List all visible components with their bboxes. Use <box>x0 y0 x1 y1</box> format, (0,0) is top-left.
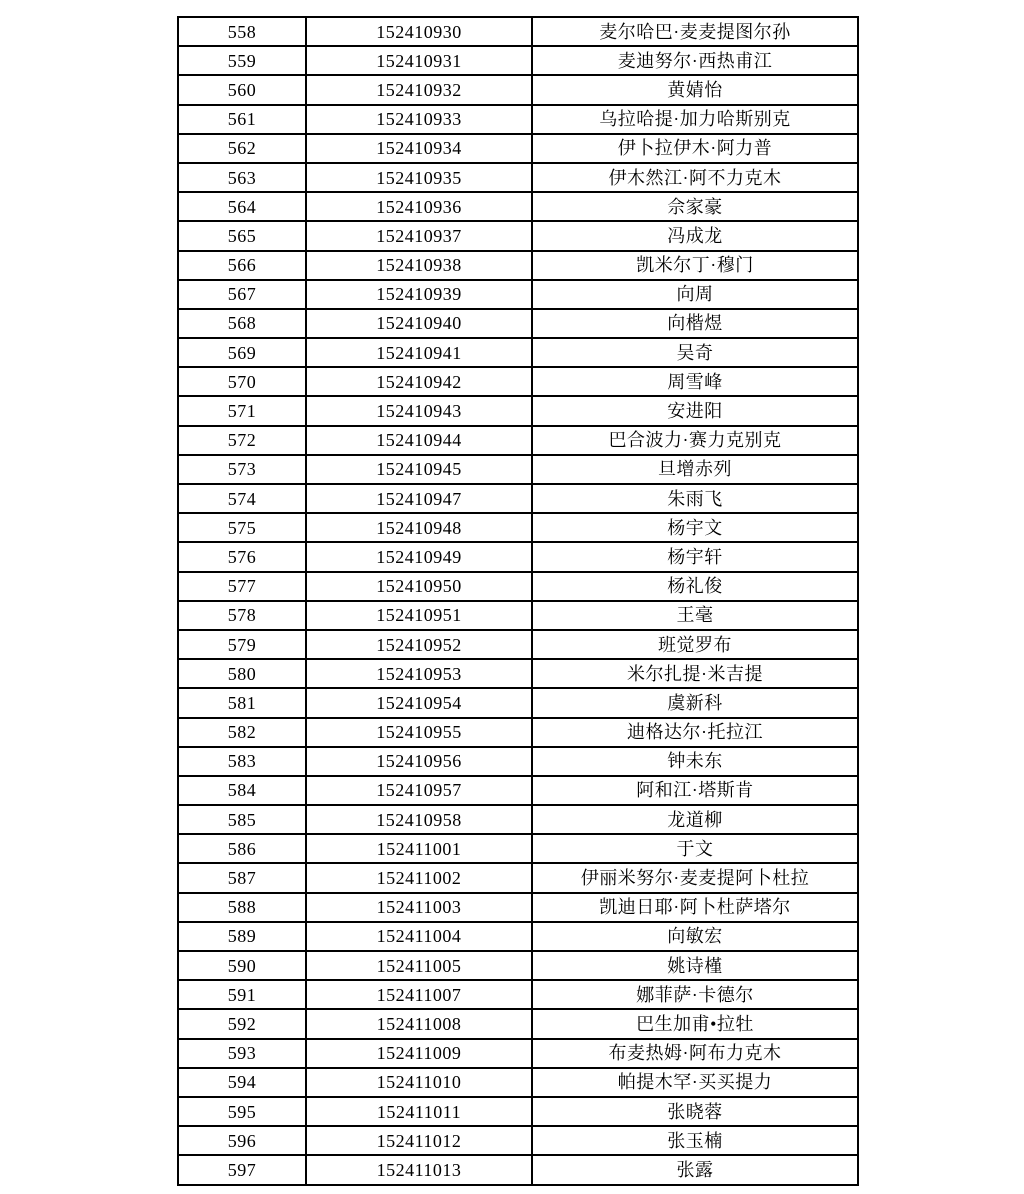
table-row <box>178 46 858 75</box>
cell-exam-number: 152411009 <box>306 1039 532 1068</box>
cell-exam-number: 152411010 <box>306 1068 532 1097</box>
cell-name: 伊丽米努尔·麦麦提阿卜杜拉 <box>532 863 858 892</box>
cell-index: 577 <box>178 572 306 601</box>
cell-index: 590 <box>178 951 306 980</box>
cell-name: 乌拉哈提·加力哈斯别克 <box>532 105 858 134</box>
cell-index: 578 <box>178 601 306 630</box>
table-row <box>178 863 858 892</box>
cell-name: 张晓蓉 <box>532 1097 858 1126</box>
table-row <box>178 1009 858 1038</box>
table-row <box>178 659 858 688</box>
cell-index: 564 <box>178 192 306 221</box>
cell-exam-number: 152411013 <box>306 1155 532 1185</box>
cell-exam-number: 152410943 <box>306 396 532 425</box>
cell-name: 迪格达尔·托拉江 <box>532 718 858 747</box>
cell-exam-number: 152410958 <box>306 805 532 834</box>
cell-exam-number: 152410932 <box>306 75 532 104</box>
table-row <box>178 280 858 309</box>
cell-name: 伊木然江·阿不力克木 <box>532 163 858 192</box>
table-row <box>178 484 858 513</box>
cell-index: 574 <box>178 484 306 513</box>
cell-index: 588 <box>178 893 306 922</box>
cell-exam-number: 152410945 <box>306 455 532 484</box>
table-row <box>178 426 858 455</box>
cell-index: 563 <box>178 163 306 192</box>
cell-name: 班觉罗布 <box>532 630 858 659</box>
cell-index: 571 <box>178 396 306 425</box>
cell-name: 吴奇 <box>532 338 858 367</box>
table-row <box>178 980 858 1009</box>
cell-name: 向楷煜 <box>532 309 858 338</box>
cell-name: 杨礼俊 <box>532 572 858 601</box>
cell-exam-number: 152410954 <box>306 688 532 717</box>
cell-name: 周雪峰 <box>532 367 858 396</box>
table-row <box>178 513 858 542</box>
table-row <box>178 338 858 367</box>
cell-exam-number: 152410942 <box>306 367 532 396</box>
cell-name: 杨宇文 <box>532 513 858 542</box>
cell-name: 姚诗槿 <box>532 951 858 980</box>
roster-table <box>177 16 859 1186</box>
table-row <box>178 251 858 280</box>
table-row <box>178 747 858 776</box>
cell-index: 595 <box>178 1097 306 1126</box>
cell-index: 562 <box>178 134 306 163</box>
cell-index: 566 <box>178 251 306 280</box>
table-row <box>178 776 858 805</box>
cell-index: 592 <box>178 1009 306 1038</box>
cell-exam-number: 152410935 <box>306 163 532 192</box>
cell-name: 向敏宏 <box>532 922 858 951</box>
cell-index: 581 <box>178 688 306 717</box>
cell-name: 虞新科 <box>532 688 858 717</box>
cell-name: 张玉楠 <box>532 1126 858 1155</box>
cell-name: 布麦热姆·阿布力克木 <box>532 1039 858 1068</box>
cell-exam-number: 152410936 <box>306 192 532 221</box>
cell-name: 向周 <box>532 280 858 309</box>
cell-exam-number: 152410957 <box>306 776 532 805</box>
cell-exam-number: 152411001 <box>306 834 532 863</box>
cell-name: 张露 <box>532 1155 858 1185</box>
table-row <box>178 192 858 221</box>
cell-index: 584 <box>178 776 306 805</box>
cell-name: 麦尔哈巴·麦麦提图尔孙 <box>532 17 858 46</box>
cell-name: 巴生加甫•拉牡 <box>532 1009 858 1038</box>
cell-index: 597 <box>178 1155 306 1185</box>
cell-index: 589 <box>178 922 306 951</box>
table-row <box>178 105 858 134</box>
cell-name: 凯米尔丁·穆门 <box>532 251 858 280</box>
cell-index: 576 <box>178 542 306 571</box>
cell-exam-number: 152411007 <box>306 980 532 1009</box>
table-row <box>178 922 858 951</box>
table-row <box>178 718 858 747</box>
cell-name: 阿和江·塔斯肯 <box>532 776 858 805</box>
cell-index: 575 <box>178 513 306 542</box>
roster-table-body <box>178 17 858 1185</box>
cell-exam-number: 152410941 <box>306 338 532 367</box>
cell-index: 587 <box>178 863 306 892</box>
cell-index: 591 <box>178 980 306 1009</box>
cell-index: 570 <box>178 367 306 396</box>
cell-exam-number: 152411011 <box>306 1097 532 1126</box>
table-row <box>178 1068 858 1097</box>
table-row <box>178 893 858 922</box>
table-row <box>178 134 858 163</box>
cell-name: 钟未东 <box>532 747 858 776</box>
cell-exam-number: 152410937 <box>306 221 532 250</box>
table-row <box>178 834 858 863</box>
cell-index: 573 <box>178 455 306 484</box>
cell-index: 560 <box>178 75 306 104</box>
table-row <box>178 601 858 630</box>
cell-exam-number: 152410956 <box>306 747 532 776</box>
table-row <box>178 75 858 104</box>
cell-exam-number: 152410933 <box>306 105 532 134</box>
cell-index: 572 <box>178 426 306 455</box>
cell-exam-number: 152410930 <box>306 17 532 46</box>
cell-exam-number: 152410955 <box>306 718 532 747</box>
cell-exam-number: 152410934 <box>306 134 532 163</box>
cell-name: 黄婧怡 <box>532 75 858 104</box>
table-row <box>178 951 858 980</box>
cell-index: 559 <box>178 46 306 75</box>
table-row <box>178 572 858 601</box>
table-row <box>178 805 858 834</box>
cell-name: 麦迪努尔·西热甫江 <box>532 46 858 75</box>
cell-exam-number: 152410953 <box>306 659 532 688</box>
cell-index: 569 <box>178 338 306 367</box>
table-row <box>178 630 858 659</box>
cell-name: 娜菲萨·卡德尔 <box>532 980 858 1009</box>
cell-name: 龙道柳 <box>532 805 858 834</box>
cell-exam-number: 152411002 <box>306 863 532 892</box>
cell-name: 旦增赤列 <box>532 455 858 484</box>
cell-name: 巴合波力·赛力克别克 <box>532 426 858 455</box>
table-row <box>178 1155 858 1185</box>
cell-exam-number: 152410949 <box>306 542 532 571</box>
cell-index: 567 <box>178 280 306 309</box>
cell-index: 565 <box>178 221 306 250</box>
cell-index: 594 <box>178 1068 306 1097</box>
cell-exam-number: 152411012 <box>306 1126 532 1155</box>
cell-name: 安进阳 <box>532 396 858 425</box>
cell-exam-number: 152411004 <box>306 922 532 951</box>
cell-index: 568 <box>178 309 306 338</box>
cell-name: 王毫 <box>532 601 858 630</box>
table-row <box>178 1097 858 1126</box>
table-row <box>178 163 858 192</box>
cell-exam-number: 152410931 <box>306 46 532 75</box>
cell-name: 凯迪日耶·阿卜杜萨塔尔 <box>532 893 858 922</box>
table-row <box>178 309 858 338</box>
cell-index: 580 <box>178 659 306 688</box>
table-row <box>178 455 858 484</box>
cell-exam-number: 152410947 <box>306 484 532 513</box>
cell-index: 593 <box>178 1039 306 1068</box>
table-row <box>178 17 858 46</box>
table-row <box>178 367 858 396</box>
cell-name: 帕提木罕·买买提力 <box>532 1068 858 1097</box>
cell-exam-number: 152410938 <box>306 251 532 280</box>
cell-exam-number: 152410944 <box>306 426 532 455</box>
cell-exam-number: 152410950 <box>306 572 532 601</box>
cell-name: 朱雨飞 <box>532 484 858 513</box>
cell-name: 伊卜拉伊木·阿力普 <box>532 134 858 163</box>
cell-index: 585 <box>178 805 306 834</box>
cell-name: 佘家豪 <box>532 192 858 221</box>
cell-index: 596 <box>178 1126 306 1155</box>
table-row <box>178 221 858 250</box>
table-row <box>178 396 858 425</box>
cell-name: 于文 <box>532 834 858 863</box>
table-row <box>178 1126 858 1155</box>
table-row <box>178 688 858 717</box>
cell-exam-number: 152411005 <box>306 951 532 980</box>
table-row <box>178 542 858 571</box>
cell-exam-number: 152410948 <box>306 513 532 542</box>
cell-index: 579 <box>178 630 306 659</box>
cell-name: 冯成龙 <box>532 221 858 250</box>
cell-name: 米尔扎提·米吉提 <box>532 659 858 688</box>
cell-exam-number: 152410940 <box>306 309 532 338</box>
cell-index: 583 <box>178 747 306 776</box>
cell-index: 582 <box>178 718 306 747</box>
cell-exam-number: 152410951 <box>306 601 532 630</box>
cell-index: 586 <box>178 834 306 863</box>
cell-exam-number: 152411008 <box>306 1009 532 1038</box>
cell-exam-number: 152411003 <box>306 893 532 922</box>
cell-exam-number: 152410939 <box>306 280 532 309</box>
cell-name: 杨宇轩 <box>532 542 858 571</box>
table-row <box>178 1039 858 1068</box>
cell-index: 561 <box>178 105 306 134</box>
cell-index: 558 <box>178 17 306 46</box>
cell-exam-number: 152410952 <box>306 630 532 659</box>
